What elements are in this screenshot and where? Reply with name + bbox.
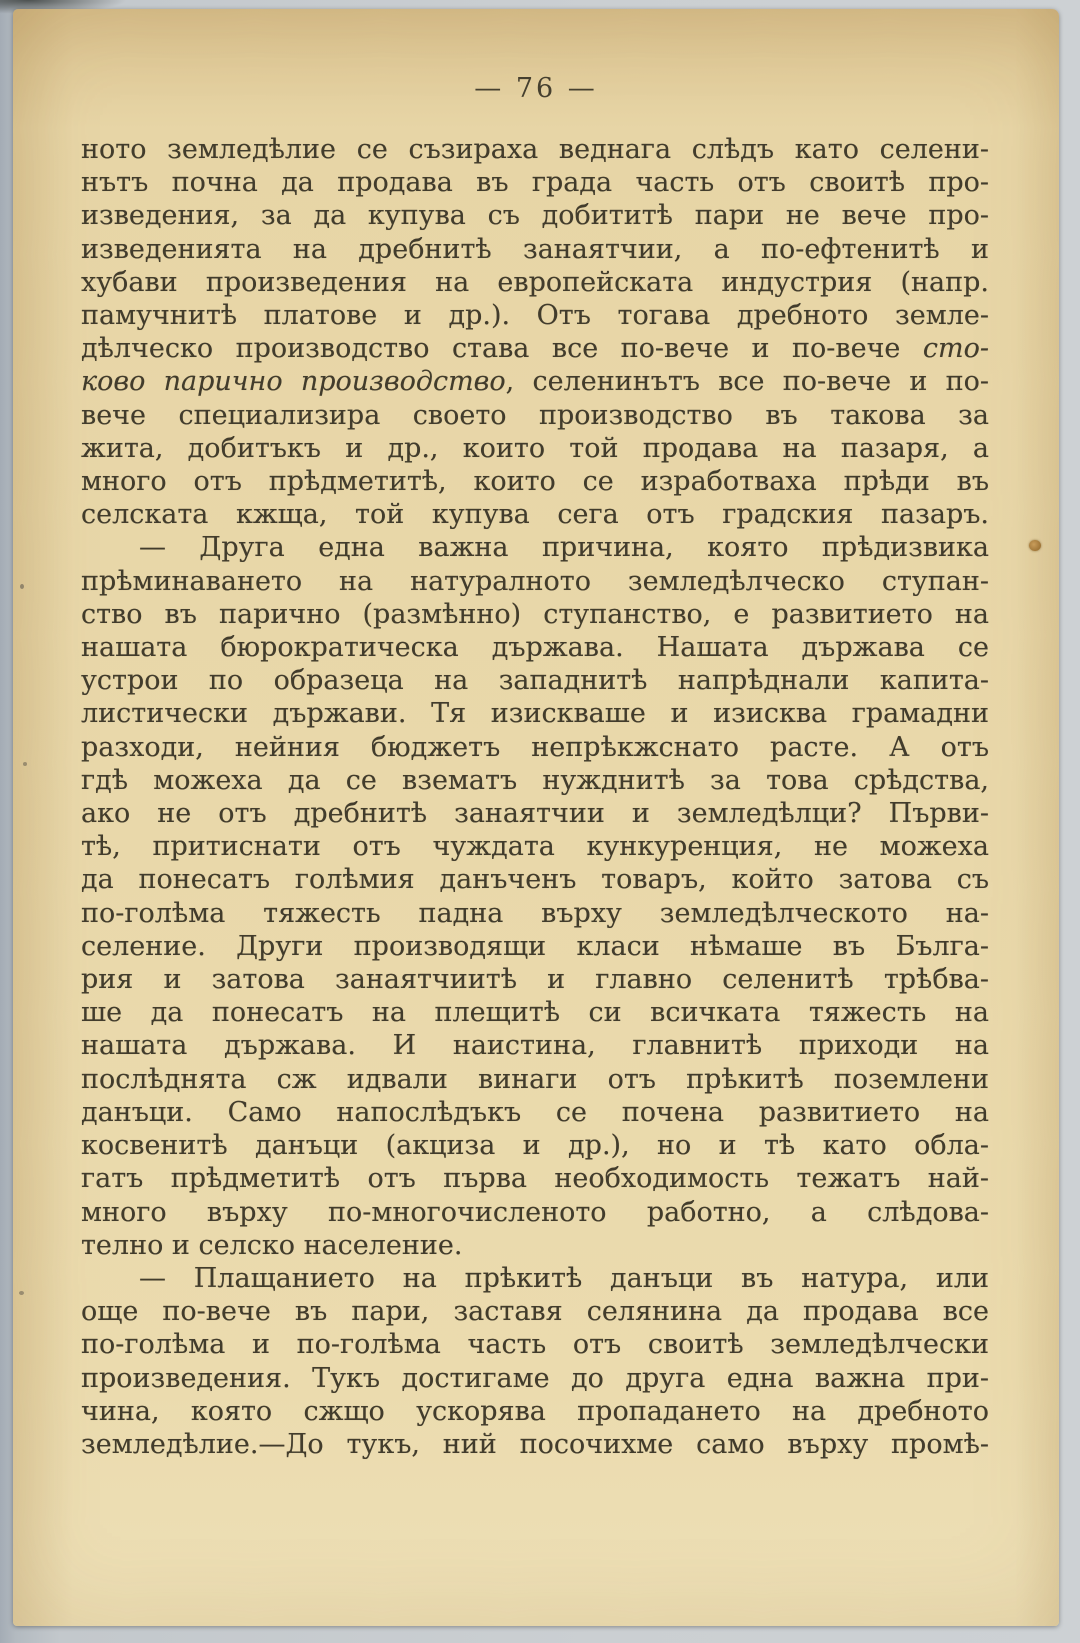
text-segment: устрои по образеца на западнитѣ напрѣднали капита- xyxy=(81,665,989,697)
text-line xyxy=(81,697,989,730)
text-line xyxy=(81,199,989,232)
book-page xyxy=(13,9,1059,1626)
text-segment: хубави произведения на европейската индустрия (напр. xyxy=(81,266,989,298)
paragraph xyxy=(81,133,989,531)
ink-speck xyxy=(19,1291,24,1295)
text-line xyxy=(81,1295,989,1328)
text-line xyxy=(81,498,989,531)
text-line xyxy=(81,1029,989,1062)
text-line xyxy=(81,1096,989,1129)
text-line xyxy=(81,863,989,896)
text-line xyxy=(81,332,989,365)
text-segment: гдѣ можеха да се взематъ нужднитѣ за това срѣдства, xyxy=(81,764,989,796)
text-line xyxy=(81,365,989,398)
text-segment: , селенинътъ все по-вече и по- xyxy=(505,366,989,398)
text-segment: чина, която сжщо ускорява пропадането на дребното xyxy=(81,1395,989,1427)
text-segment: ше да понесатъ на плещитѣ си всичката тяжесть на xyxy=(81,997,989,1029)
text-segment: много върху по-многочисленото работно, а слѣдова- xyxy=(81,1196,989,1228)
text-segment: селската кжща, той купува сега отъ градския пазаръ. xyxy=(81,499,989,531)
italic-phrase: сто- xyxy=(922,333,989,365)
text-line xyxy=(81,1428,989,1461)
text-line xyxy=(81,764,989,797)
text-segment: изведенията на дребнитѣ занаятчии, а по-ефтенитѣ и xyxy=(81,233,989,265)
text-line xyxy=(81,830,989,863)
paragraph xyxy=(81,1262,989,1461)
text-line xyxy=(81,1395,989,1428)
text-line xyxy=(81,731,989,764)
text-line xyxy=(81,1129,989,1162)
text-segment: — Плащанието на прѣкитѣ данъци въ натура, или xyxy=(139,1262,989,1294)
page-text xyxy=(81,133,989,1461)
text-segment: данъци. Само напослѣдъкъ се почена развитието на xyxy=(81,1096,989,1128)
italic-phrase: ково парично производство xyxy=(81,366,506,398)
text-segment: много отъ прѣдметитѣ, които се изработваха прѣди въ xyxy=(81,466,989,498)
text-segment: по-голѣма и по-голѣма часть отъ своитѣ земледѣлчески xyxy=(81,1329,989,1361)
stain-dot xyxy=(1029,540,1041,551)
text-segment: ство въ парично (размѣнно) ступанство, е развитието на xyxy=(81,598,989,630)
text-line xyxy=(81,1063,989,1096)
text-segment: ното земледѣлие се съзираха веднага слѣдъ като селени- xyxy=(81,134,989,165)
text-segment: тѣ, притиснати отъ чуждата кункуренция, не можеха xyxy=(81,831,989,863)
text-segment: рия и затова занаятчиитѣ и главно селенитѣ трѣбва- xyxy=(81,964,989,996)
text-line xyxy=(81,631,989,664)
text-segment: памучнитѣ платове и др.). Отъ тогава дребното земле- xyxy=(81,300,989,332)
text-segment: прѣминаването на натуралното земледѣлческо ступан- xyxy=(81,565,989,597)
text-line xyxy=(81,1229,989,1262)
text-segment: дѣлческо производство става все по-вече и по-вече xyxy=(81,333,923,365)
text-line xyxy=(81,897,989,930)
text-line xyxy=(81,565,989,598)
text-line xyxy=(81,1328,989,1361)
text-segment: гатъ прѣдметитѣ отъ първа необходимость тежатъ най- xyxy=(81,1163,989,1195)
text-segment: косвенитѣ данъци (акциза и др.), но и тѣ като обла- xyxy=(81,1130,989,1162)
text-line xyxy=(81,1262,989,1295)
text-segment: листически държави. Тя изискваше и изисква грамадни xyxy=(81,698,989,730)
text-segment: нашата държава. И наистина, главнитѣ приходи на xyxy=(81,1030,989,1062)
text-segment: жита, добитъкъ и др., които той продава на пазаря, а xyxy=(81,432,989,464)
text-line xyxy=(81,166,989,199)
text-line xyxy=(81,996,989,1029)
text-line xyxy=(81,465,989,498)
text-segment: нътъ почна да продава въ града часть отъ своитѣ про- xyxy=(81,167,989,199)
text-segment: произведения. Тукъ достигаме до друга една важна при- xyxy=(81,1362,989,1394)
text-line xyxy=(81,266,989,299)
text-line xyxy=(81,133,989,166)
text-line xyxy=(81,1196,989,1229)
text-segment: земледѣлие.—До тукъ, ний посочихме само върху промѣ- xyxy=(81,1428,989,1460)
text-segment: — Друга една важна причина, която прѣдизвика xyxy=(139,532,989,564)
text-segment: вече специализира своето производство въ такова за xyxy=(81,399,989,431)
text-line xyxy=(81,1362,989,1395)
page-number: — 76 — xyxy=(474,73,598,104)
text-segment: нашата бюрократическа държава. Нашата държава се xyxy=(81,632,989,664)
text-line xyxy=(81,399,989,432)
ink-speck xyxy=(20,584,24,589)
text-line xyxy=(81,1162,989,1195)
text-line xyxy=(81,233,989,266)
text-segment: разходи, нейния бюджетъ непрѣкжснато расте. А отъ xyxy=(81,731,989,763)
paragraph xyxy=(81,531,989,1261)
text-line xyxy=(81,299,989,332)
text-line xyxy=(81,963,989,996)
text-line xyxy=(81,797,989,830)
text-line xyxy=(81,598,989,631)
text-segment: телно и селско население. xyxy=(81,1229,463,1261)
text-line xyxy=(81,531,989,564)
text-segment: ако не отъ дребнитѣ занаятчии и земледѣлци? Първи- xyxy=(81,798,989,830)
text-segment: още по-вече въ пари, заставя селянина да продава все xyxy=(81,1296,989,1328)
text-segment: послѣднята сж идвали винаги отъ прѣкитѣ поземлени xyxy=(81,1063,989,1095)
ink-speck xyxy=(23,762,27,766)
text-segment: по-голѣма тяжесть падна върху земледѣлческото на- xyxy=(81,897,989,929)
text-segment: селение. Други производящи класи нѣмаше въ Бълга- xyxy=(81,930,989,962)
text-line xyxy=(81,664,989,697)
text-line xyxy=(81,930,989,963)
text-segment: изведения, за да купува съ добититѣ пари не вече про- xyxy=(81,200,989,232)
text-segment: да понесатъ голѣмия данъченъ товаръ, който затова съ xyxy=(81,864,989,896)
text-line xyxy=(81,432,989,465)
